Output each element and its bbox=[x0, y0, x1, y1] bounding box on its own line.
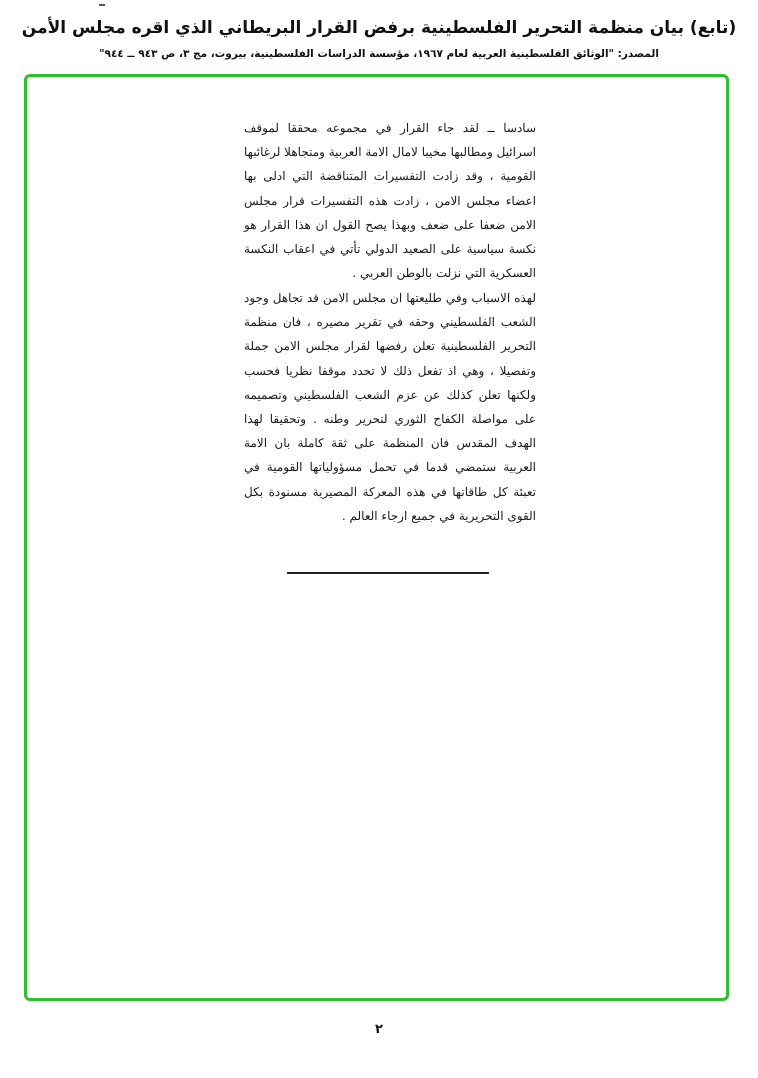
document-title: (تابع) بيان منظمة التحرير الفلسطينية برفض القرار البريطاني الذي اقره مجلس الأمن bbox=[21, 18, 737, 38]
paragraph-2: لهذه الاسباب وفي طليعتها ان مجلس الامن قد تجاهل وجود الشعب الفلسطيني وحقه في تقرير مصيره ، فان منظمة التحرير الفلسطينية تعلن رفضها لقرار مجلس الامن جملة وتفصيلا ، وهي اذ تفعل ذلك لا تحدد موقفا نظريا فحسب ولكنها تعلن كذلك عن عزم الشعب الفلسطيني وتصميمه على مواصلة الكفاح الثوري لتحرير وطنه . وتحقيقا لهذا الهدف المقدس فان المنظمة على ثقة كاملة بان الامة العربية ستمضي قدما في تحمل مسؤولياتها القومية في تعبئة كل طاقاتها في هذه المعركة المصيرية مسنودة بكل القوى التحريرية في جميع ارجاء العالم . bbox=[244, 291, 536, 523]
page-number: ٢ bbox=[375, 1022, 383, 1037]
scan-mark bbox=[99, 4, 105, 6]
separator-line bbox=[287, 572, 489, 574]
paragraph-1: سادسا ــ لقد جاء القرار في مجموعه محققا لموقف اسرائيل ومطالبها مخيبا لامال الامة العربية ومتجاهلا لرغائبها القومية ، وقد زادت التفسيرات المتناقضة التي ادلى بها اعضاء مجلس الامن ، زادت هذه التفسيرات قرار مجلس الامن ضعفا على ضعف وبهذا يصح القول ان هذا القرار هو نكسة سياسية على الصعيد الدولي تأتي في اعقاب النكسة العسكرية التي نزلت بالوطن العربي . bbox=[244, 121, 536, 281]
source-citation: المصدر: "الوثائق الفلسطينية العربية لعام ١٩٦٧، مؤسسة الدراسات الفلسطينية، بيروت، مج ٣، ص ٩٤٣ ــ ٩٤٤" bbox=[99, 48, 659, 60]
